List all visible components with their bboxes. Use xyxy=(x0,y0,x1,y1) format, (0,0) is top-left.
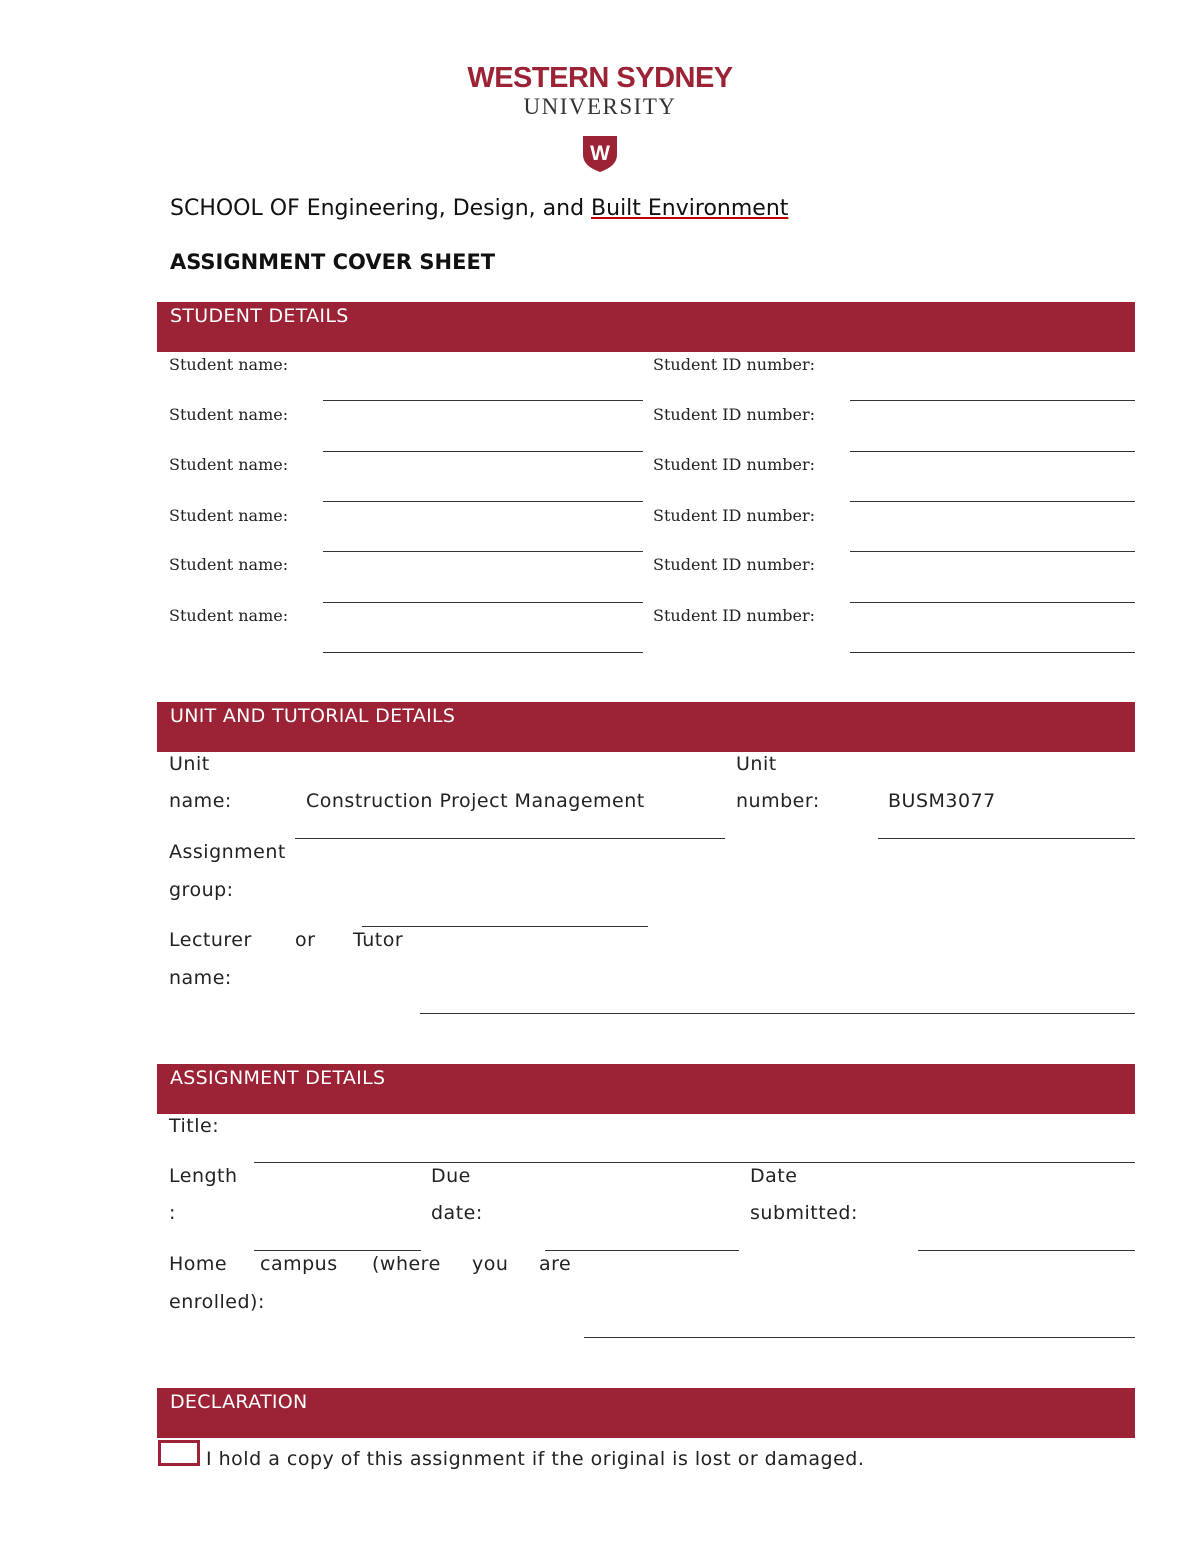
student-name-field[interactable] xyxy=(323,501,643,502)
student-id-field[interactable] xyxy=(850,400,1135,401)
home-campus-label: campus xyxy=(260,1253,338,1275)
school-underlined-name: Built Environment xyxy=(591,196,789,221)
assignment-group-label: Assignment xyxy=(169,841,286,863)
university-logo-subtitle: UNIVERSITY xyxy=(523,94,677,119)
home-campus-label: enrolled): xyxy=(169,1291,265,1313)
student-name-label: Student name: xyxy=(169,355,289,374)
declaration-heading: DECLARATION xyxy=(170,1391,308,1413)
student-id-field[interactable] xyxy=(850,602,1135,603)
student-name-field[interactable] xyxy=(323,451,643,452)
date-submitted-field[interactable] xyxy=(918,1250,1135,1251)
length-label: : xyxy=(169,1202,176,1224)
assignment-group-field[interactable] xyxy=(362,926,648,927)
date-submitted-label: Date xyxy=(750,1165,798,1187)
declaration-text: I hold a copy of this assignment if the original is lost or damaged. xyxy=(206,1448,865,1470)
student-name-label: Student name: xyxy=(169,405,289,424)
declaration-header xyxy=(157,1388,1135,1438)
assignment-group-label: group: xyxy=(169,879,234,901)
school-prefix: SCHOOL OF Engineering, Design, and xyxy=(170,196,592,221)
unit-name-value[interactable]: Construction Project Management xyxy=(306,790,645,812)
lecturer-label: or xyxy=(295,929,316,951)
home-campus-label: are xyxy=(539,1253,572,1275)
title-field[interactable] xyxy=(254,1162,1135,1163)
student-id-label: Student ID number: xyxy=(653,405,815,424)
due-date-label: Due xyxy=(431,1165,471,1187)
unit-name-label: Unit xyxy=(169,753,210,775)
student-id-field[interactable] xyxy=(850,501,1135,502)
student-id-field[interactable] xyxy=(850,451,1135,452)
student-id-label: Student ID number: xyxy=(653,606,815,625)
due-date-field[interactable] xyxy=(545,1250,739,1251)
title-label: Title: xyxy=(169,1115,220,1137)
university-logo-name: WESTERN SYDNEY xyxy=(467,62,733,94)
student-name-field[interactable] xyxy=(323,602,643,603)
student-details-heading: STUDENT DETAILS xyxy=(170,305,349,327)
student-name-field[interactable] xyxy=(323,551,643,552)
student-id-label: Student ID number: xyxy=(653,455,815,474)
student-name-label: Student name: xyxy=(169,606,289,625)
student-name-field[interactable] xyxy=(323,652,643,653)
student-details-header xyxy=(157,302,1135,352)
unit-number-field[interactable] xyxy=(878,838,1135,839)
lecturer-label: Lecturer xyxy=(169,929,252,951)
unit-name-field[interactable] xyxy=(295,838,725,839)
length-field[interactable] xyxy=(254,1250,421,1251)
unit-number-label: number: xyxy=(736,790,820,812)
assignment-details-header xyxy=(157,1064,1135,1114)
shield-letter: W xyxy=(590,142,610,165)
lecturer-name-field[interactable] xyxy=(420,1013,1135,1014)
school-name xyxy=(170,196,788,221)
unit-details-heading: UNIT AND TUTORIAL DETAILS xyxy=(170,705,456,727)
student-name-label: Student name: xyxy=(169,506,289,525)
home-campus-label: (where xyxy=(372,1253,441,1275)
unit-number-value[interactable]: BUSM3077 xyxy=(888,790,996,812)
student-id-field[interactable] xyxy=(850,551,1135,552)
student-id-label: Student ID number: xyxy=(653,355,815,374)
unit-details-header xyxy=(157,702,1135,752)
due-date-label: date: xyxy=(431,1202,483,1224)
lecturer-label: name: xyxy=(169,967,232,989)
student-name-field[interactable] xyxy=(323,400,643,401)
student-id-label: Student ID number: xyxy=(653,506,815,525)
unit-number-label: Unit xyxy=(736,753,777,775)
home-campus-label: Home xyxy=(169,1253,228,1275)
unit-name-label: name: xyxy=(169,790,232,812)
length-label: Length xyxy=(169,1165,238,1187)
student-id-field[interactable] xyxy=(850,652,1135,653)
student-name-label: Student name: xyxy=(169,455,289,474)
student-id-label: Student ID number: xyxy=(653,555,815,574)
university-shield-icon xyxy=(582,135,618,173)
lecturer-label: Tutor xyxy=(353,929,404,951)
home-campus-label: you xyxy=(472,1253,509,1275)
declaration-checkbox[interactable] xyxy=(158,1440,200,1466)
student-name-label: Student name: xyxy=(169,555,289,574)
cover-title: ASSIGNMENT COVER SHEET xyxy=(170,250,496,274)
assignment-details-heading: ASSIGNMENT DETAILS xyxy=(170,1067,386,1089)
home-campus-field[interactable] xyxy=(584,1337,1135,1338)
date-submitted-label: submitted: xyxy=(750,1202,858,1224)
